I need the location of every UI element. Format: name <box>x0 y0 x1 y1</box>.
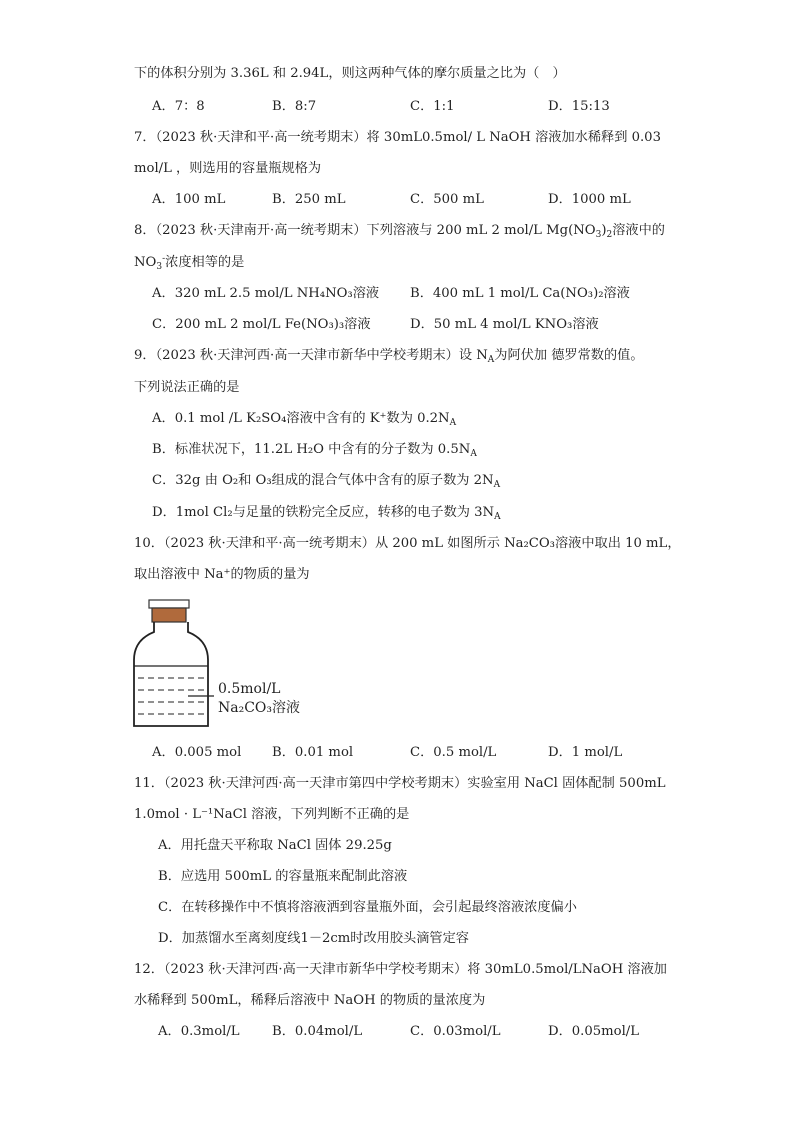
bottle-cork <box>152 608 186 622</box>
q9-stem-line1: 9．（2023 秋·天津河西·高一天津市新华中学校考期末）设 $N_A$为阿伏加 德罗常数的值。 <box>134 348 644 365</box>
q9-option-a: A．0.1 mol /L K₂SO₄溶液中含有的 K⁺数为 $0.2N_A$ <box>152 411 457 428</box>
bottle-label-concentration: 0.5mol/L <box>218 681 281 697</box>
q12-option-d: D．0.05mol/L <box>548 1024 639 1039</box>
q11-stem-line1: 11．（2023 秋·天津河西·高一天津市第四中学校考期末）实验室用 NaCl 固体配制 500mL <box>134 776 666 791</box>
q10-stem-line1: 10．（2023 秋·天津和平·高一统考期末）从 200 mL 如图所示 Na₂CO₃溶液中取出 10 mL， <box>134 536 681 551</box>
q10-option-d: D．1 mol/L <box>548 745 623 760</box>
q12-option-c: C．0.03mol/L <box>410 1024 501 1039</box>
q12-stem-line1: 12．（2023 秋·天津河西·高一天津市新华中学校考期末）将 30mL0.5mol/LNaOH 溶液加 <box>134 962 667 977</box>
q7-option-c: C．500 mL <box>410 192 484 207</box>
q6-option-a: A．7：8 <box>152 99 205 114</box>
bottle-cork-top <box>149 600 189 608</box>
q9-option-b: B．标准状况下，11.2L H₂O 中含有的分子数为 $0.5N_A$ <box>152 442 477 459</box>
q9-option-c: C．32g 由 O₂和 O₃组成的混合气体中含有的原子数为 $2N_A$ <box>152 473 501 490</box>
q12-stem-line2: 水稀释到 500mL，稀释后溶液中 NaOH 的物质的量浓度为 <box>134 993 486 1008</box>
q8-option-d: D．50 mL 4 mol/L KNO₃溶液 <box>410 317 599 332</box>
q10-option-a: A．0.005 mol <box>152 745 242 760</box>
q11-option-a: A．用托盘天平称取 NaCl 固体 29.25g <box>158 838 392 853</box>
q6-stem: 下的体积分别为 3.36L 和 2.94L，则这两种气体的摩尔质量之比为（ ） <box>134 66 566 81</box>
q7-stem-line1: 7．（2023 秋·天津和平·高一统考期末）将 30mL0.5mol/ L NaOH 溶液加水稀释到 0.03 <box>134 130 661 145</box>
q10-option-c: C．0.5 mol/L <box>410 745 497 760</box>
q6-option-b: B．8:7 <box>272 99 317 114</box>
q6-option-d: D．15:13 <box>548 99 610 114</box>
q10-option-b: B．0.01 mol <box>272 745 354 760</box>
q9-stem-line2: 下列说法正确的是 <box>134 380 240 395</box>
q7-option-b: B．250 mL <box>272 192 346 207</box>
q9-option-d: D．1mol Cl₂与足量的铁粉完全反应，转移的电子数为 $3N_A$ <box>152 505 501 522</box>
bottle-body <box>134 622 208 726</box>
q8-option-a: A．320 mL 2.5 mol/L NH₄NO₃溶液 <box>152 286 380 301</box>
q12-option-b: B．0.04mol/L <box>272 1024 363 1039</box>
q10-stem-line2: 取出溶液中 Na⁺的物质的量为 <box>134 567 310 582</box>
q8-stem-line2: $NO_3^-$浓度相等的是 <box>134 254 245 272</box>
q8-stem-line1: 8．（2023 秋·天津南开·高一统考期末）下列溶液与 200 mL 2 mol/L $Mg(NO_3)_2$溶液中的 <box>134 223 665 240</box>
q11-option-b: B．应选用 500mL 的容量瓶来配制此溶液 <box>158 869 408 884</box>
q6-option-c: C．1:1 <box>410 99 455 114</box>
q7-option-a: A．100 mL <box>152 192 226 207</box>
q7-stem-line2: mol/L ，则选用的容量瓶规格为 <box>134 161 322 176</box>
q11-option-d: D．加蒸馏水至离刻度线1－2cm时改用胶头滴管定容 <box>158 931 469 946</box>
q11-stem-line2: 1.0mol · L⁻¹NaCl 溶液，下列判断不正确的是 <box>134 807 410 822</box>
q7-option-d: D．1000 mL <box>548 192 631 207</box>
q8-option-b: B．400 mL 1 mol/L Ca(NO₃)₂溶液 <box>410 286 630 301</box>
q11-option-c: C．在转移操作中不慎将溶液洒到容量瓶外面，会引起最终溶液浓度偏小 <box>158 900 577 915</box>
q8-option-c: C．200 mL 2 mol/L Fe(NO₃)₃溶液 <box>152 317 371 332</box>
bottle-label-solution: Na₂CO₃溶液 <box>218 700 301 716</box>
q12-option-a: A．0.3mol/L <box>158 1024 240 1039</box>
